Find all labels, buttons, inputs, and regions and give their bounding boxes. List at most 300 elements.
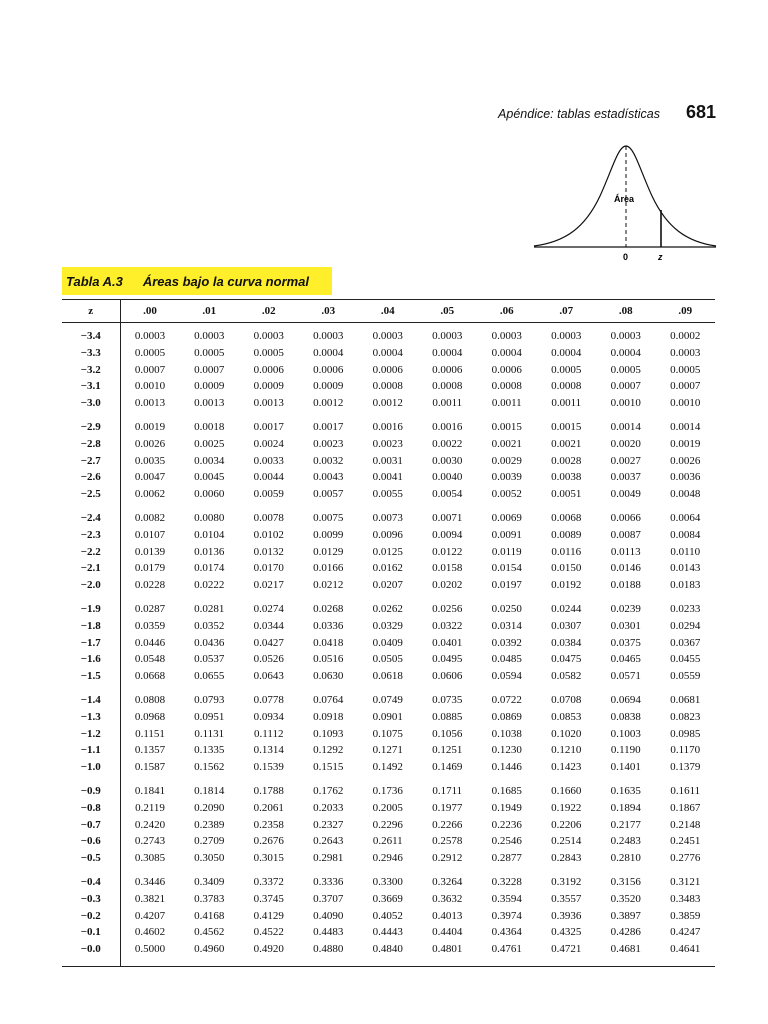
area-cell: 0.0003 xyxy=(253,330,284,342)
area-cell: 0.0008 xyxy=(491,380,522,393)
area-cell: 0.3085 xyxy=(134,852,166,865)
z-value-cell: −1.5 xyxy=(62,668,120,685)
area-cell: 0.0008 xyxy=(372,380,403,393)
area-cell: 0.0207 xyxy=(372,579,403,592)
area-cell: 0.1401 xyxy=(610,761,641,774)
area-cell: 0.1977 xyxy=(432,801,463,814)
area-cell: 0.0007 xyxy=(134,363,166,376)
area-cell: 0.1469 xyxy=(432,761,463,774)
z-value-cell: −2.9 xyxy=(62,412,120,436)
area-cell: 0.0107 xyxy=(134,528,166,541)
area-cell: 0.3050 xyxy=(194,852,225,865)
area-cell: 0.2578 xyxy=(432,835,463,848)
area-cell: 0.0475 xyxy=(551,653,582,666)
area-cell: 0.0013 xyxy=(253,397,284,410)
area-cell: 0.0485 xyxy=(491,653,522,666)
area-cell: 0.0793 xyxy=(194,693,225,706)
area-cell: 0.1075 xyxy=(372,727,403,740)
area-cell: 0.0099 xyxy=(313,528,344,541)
area-cell: 0.0032 xyxy=(313,454,344,467)
z-value-cell: −0.7 xyxy=(62,817,120,834)
area-cell: 0.0004 xyxy=(432,346,463,359)
area-cell: 0.0005 xyxy=(253,346,284,359)
area-cell: 0.0853 xyxy=(551,710,582,723)
area-cell: 0.0146 xyxy=(610,562,641,575)
table-row xyxy=(62,436,715,453)
area-cell: 0.1190 xyxy=(610,744,641,757)
area-cell: 0.0179 xyxy=(134,562,166,575)
z-value-cell: −1.2 xyxy=(62,726,120,743)
area-cell: 0.3015 xyxy=(253,852,284,865)
area-cell: 0.3156 xyxy=(610,875,641,888)
area-cell: 0.0436 xyxy=(194,636,225,649)
area-cell: 0.0217 xyxy=(253,579,284,592)
area-cell: 0.0985 xyxy=(670,727,701,740)
area-cell: 0.3594 xyxy=(491,892,522,905)
table-row xyxy=(62,560,715,577)
z-value-cell: −1.6 xyxy=(62,651,120,668)
area-cell: 0.0764 xyxy=(313,693,344,706)
area-cell: 0.0301 xyxy=(610,619,641,632)
area-cell: 0.0104 xyxy=(194,528,225,541)
area-cell: 0.0606 xyxy=(432,670,463,683)
z-value-cell: −0.9 xyxy=(62,776,120,800)
z-value-cell: −2.2 xyxy=(62,544,120,561)
area-cell: 0.0033 xyxy=(253,454,284,467)
area-cell: 0.3936 xyxy=(551,909,582,922)
area-cell: 0.1379 xyxy=(670,761,701,774)
area-cell: 0.3409 xyxy=(194,875,225,888)
area-cell: 0.0150 xyxy=(551,562,582,575)
area-cell: 0.0004 xyxy=(551,346,582,359)
area-cell: 0.1335 xyxy=(194,744,225,757)
z-value-cell: −3.4 xyxy=(62,323,120,345)
area-cell: 0.2709 xyxy=(194,835,225,848)
area-cell: 0.0668 xyxy=(134,670,166,683)
area-cell: 0.0262 xyxy=(372,602,403,615)
area-cell: 0.0329 xyxy=(372,619,403,632)
area-cell: 0.0006 xyxy=(253,363,284,376)
area-cell: 0.0722 xyxy=(491,693,522,706)
z-value-cell: −2.6 xyxy=(62,469,120,486)
area-cell: 0.1894 xyxy=(610,801,641,814)
area-cell: 0.0537 xyxy=(194,653,225,666)
area-cell: 0.2546 xyxy=(491,835,522,848)
area-cell: 0.0047 xyxy=(134,471,166,484)
column-header: .00 xyxy=(120,300,180,323)
table-row xyxy=(62,544,715,561)
table-row xyxy=(62,618,715,635)
area-cell: 0.0170 xyxy=(253,562,284,575)
z-value-cell: −1.3 xyxy=(62,709,120,726)
area-cell: 0.0594 xyxy=(491,670,522,683)
area-cell: 0.0526 xyxy=(253,653,284,666)
area-cell: 0.1949 xyxy=(491,801,522,814)
table-row xyxy=(62,527,715,544)
area-cell: 0.0143 xyxy=(670,562,701,575)
area-cell: 0.0040 xyxy=(432,471,463,484)
area-cell: 0.0014 xyxy=(610,420,641,433)
running-header-title: Apéndice: tablas estadísticas xyxy=(498,107,660,121)
area-cell: 0.4801 xyxy=(432,943,463,956)
area-cell: 0.1292 xyxy=(313,744,344,757)
table-row xyxy=(62,651,715,668)
area-cell: 0.0548 xyxy=(134,653,166,666)
area-cell: 0.1112 xyxy=(254,727,284,740)
area-cell: 0.2296 xyxy=(372,818,403,831)
area-cell: 0.3745 xyxy=(253,892,284,905)
area-cell: 0.0192 xyxy=(551,579,582,592)
area-cell: 0.0060 xyxy=(194,488,225,501)
area-cell: 0.0082 xyxy=(134,511,166,524)
area-cell: 0.4562 xyxy=(194,926,225,939)
table-row xyxy=(62,378,715,395)
area-cell: 0.0446 xyxy=(134,636,166,649)
area-cell: 0.4960 xyxy=(194,943,225,956)
area-cell: 0.3859 xyxy=(670,909,701,922)
area-cell: 0.0078 xyxy=(253,511,284,524)
area-cell: 0.0681 xyxy=(670,693,701,706)
area-cell: 0.1814 xyxy=(194,784,225,797)
area-cell: 0.4168 xyxy=(194,909,225,922)
area-cell: 0.1131 xyxy=(194,727,225,740)
area-cell: 0.0018 xyxy=(194,420,225,433)
z-value-cell: −1.0 xyxy=(62,759,120,776)
table-row xyxy=(62,817,715,834)
area-cell: 0.0010 xyxy=(134,380,166,393)
area-cell: 0.1170 xyxy=(670,744,701,757)
area-cell: 0.3300 xyxy=(372,875,403,888)
area-cell: 0.2206 xyxy=(551,818,582,831)
area-cell: 0.0004 xyxy=(491,346,522,359)
area-cell: 0.0096 xyxy=(372,528,403,541)
z-value-cell: −2.0 xyxy=(62,577,120,594)
table-row xyxy=(62,668,715,685)
area-cell: 0.0455 xyxy=(670,653,701,666)
area-cell: 0.1562 xyxy=(194,761,225,774)
area-cell: 0.4325 xyxy=(551,926,582,939)
area-cell: 0.0618 xyxy=(372,670,403,683)
area-cell: 0.0516 xyxy=(313,653,344,666)
area-cell: 0.0021 xyxy=(491,437,522,450)
area-cell: 0.0901 xyxy=(372,710,403,723)
z-value-cell: −0.3 xyxy=(62,891,120,908)
area-cell: 0.2877 xyxy=(491,852,522,865)
table-row xyxy=(62,635,715,652)
area-cell: 0.0708 xyxy=(551,693,582,706)
z-value-cell: −2.7 xyxy=(62,453,120,470)
area-label: Área xyxy=(614,194,635,204)
area-cell: 0.0119 xyxy=(491,545,522,558)
area-cell: 0.0041 xyxy=(372,471,403,484)
area-cell: 0.0011 xyxy=(491,397,522,410)
area-cell: 0.0336 xyxy=(313,619,344,632)
table-row xyxy=(62,345,715,362)
area-cell: 0.0013 xyxy=(134,397,166,410)
area-cell: 0.0016 xyxy=(372,420,403,433)
area-cell: 0.0268 xyxy=(313,602,344,615)
area-cell: 0.0023 xyxy=(313,437,344,450)
area-cell: 0.0375 xyxy=(610,636,641,649)
area-cell: 0.0064 xyxy=(670,511,701,524)
area-cell: 0.0314 xyxy=(491,619,522,632)
page-number: 681 xyxy=(685,102,716,122)
area-cell: 0.4641 xyxy=(670,943,701,956)
table-row xyxy=(62,759,715,776)
area-cell: 0.0102 xyxy=(253,528,284,541)
area-cell: 0.1660 xyxy=(551,784,582,797)
area-cell: 0.2946 xyxy=(372,852,403,865)
area-cell: 0.0409 xyxy=(372,636,403,649)
area-cell: 0.0017 xyxy=(313,420,344,433)
area-cell: 0.2420 xyxy=(134,818,166,831)
area-cell: 0.0014 xyxy=(670,420,701,433)
area-cell: 0.0015 xyxy=(491,420,522,433)
area-cell: 0.2776 xyxy=(670,852,701,865)
table-row xyxy=(62,742,715,759)
area-cell: 0.1711 xyxy=(432,784,463,797)
area-cell: 0.0026 xyxy=(670,454,701,467)
z-value-cell: −1.1 xyxy=(62,742,120,759)
area-cell: 0.0009 xyxy=(194,380,225,393)
area-cell: 0.0005 xyxy=(610,363,641,376)
area-cell: 0.4761 xyxy=(491,943,522,956)
z-value-cell: −0.6 xyxy=(62,833,120,850)
z-value-cell: −2.1 xyxy=(62,560,120,577)
area-cell: 0.0073 xyxy=(372,511,403,524)
z-label: z xyxy=(658,252,663,262)
area-cell: 0.3632 xyxy=(432,892,463,905)
area-cell: 0.0122 xyxy=(432,545,463,558)
area-cell: 0.0020 xyxy=(610,437,641,450)
table-row xyxy=(62,469,715,486)
area-cell: 0.2236 xyxy=(491,818,522,831)
area-cell: 0.0006 xyxy=(491,363,522,376)
area-cell: 0.0918 xyxy=(313,710,344,723)
area-cell: 0.0281 xyxy=(194,602,225,615)
area-cell: 0.1038 xyxy=(491,727,522,740)
area-cell: 0.0013 xyxy=(194,397,225,410)
area-cell: 0.0162 xyxy=(372,562,403,575)
area-cell: 0.1230 xyxy=(491,744,522,757)
area-cell: 0.0154 xyxy=(491,562,522,575)
area-cell: 0.0017 xyxy=(253,420,284,433)
area-cell: 0.0089 xyxy=(551,528,582,541)
area-cell: 0.0003 xyxy=(313,330,344,342)
area-cell: 0.0367 xyxy=(670,636,701,649)
area-cell: 0.2005 xyxy=(372,801,403,814)
area-cell: 0.2981 xyxy=(313,852,344,865)
area-cell: 0.0087 xyxy=(610,528,641,541)
table-row xyxy=(62,486,715,503)
area-cell: 0.0003 xyxy=(610,330,641,342)
area-cell: 0.3897 xyxy=(610,909,641,922)
area-cell: 0.4129 xyxy=(253,909,284,922)
z-value-cell: −0.4 xyxy=(62,867,120,891)
table-row xyxy=(62,867,715,891)
area-cell: 0.4364 xyxy=(491,926,522,939)
area-cell: 0.4483 xyxy=(313,926,344,939)
table-row xyxy=(62,800,715,817)
area-cell: 0.0044 xyxy=(253,471,284,484)
table-row xyxy=(62,891,715,908)
area-cell: 0.1093 xyxy=(313,727,344,740)
table-row xyxy=(62,709,715,726)
area-cell: 0.3783 xyxy=(194,892,225,905)
table-row xyxy=(62,776,715,800)
area-cell: 0.0002 xyxy=(670,330,701,342)
area-cell: 0.0015 xyxy=(551,420,582,433)
area-cell: 0.1314 xyxy=(253,744,284,757)
area-cell: 0.0028 xyxy=(551,454,582,467)
area-cell: 0.4443 xyxy=(372,926,403,939)
area-cell: 0.0038 xyxy=(551,471,582,484)
z-value-cell: −0.2 xyxy=(62,908,120,925)
area-cell: 0.0036 xyxy=(670,471,701,484)
column-header: .01 xyxy=(180,300,240,323)
z-value-cell: −0.0 xyxy=(62,941,120,966)
area-cell: 0.4247 xyxy=(670,926,701,939)
area-cell: 0.0465 xyxy=(610,653,641,666)
area-cell: 0.0003 xyxy=(194,330,225,342)
area-cell: 0.0048 xyxy=(670,488,701,501)
area-cell: 0.2327 xyxy=(313,818,344,831)
area-cell: 0.0004 xyxy=(610,346,641,359)
area-cell: 0.0655 xyxy=(194,670,225,683)
table-row xyxy=(62,685,715,709)
column-header: .06 xyxy=(477,300,537,323)
column-header-z: z xyxy=(62,300,120,323)
area-cell: 0.0392 xyxy=(491,636,522,649)
area-cell: 0.0322 xyxy=(432,619,463,632)
area-cell: 0.3121 xyxy=(670,875,701,888)
area-cell: 0.0008 xyxy=(432,380,463,393)
area-cell: 0.0307 xyxy=(551,619,582,632)
area-cell: 0.3192 xyxy=(551,875,582,888)
table-title: Áreas bajo la curva normal xyxy=(142,273,310,289)
area-cell: 0.0005 xyxy=(134,346,166,359)
z-value-cell: −2.4 xyxy=(62,503,120,527)
table-header-row xyxy=(62,300,715,323)
area-cell: 0.0869 xyxy=(491,710,522,723)
area-cell: 0.2358 xyxy=(253,818,284,831)
area-cell: 0.3707 xyxy=(313,892,344,905)
area-cell: 0.0049 xyxy=(610,488,641,501)
area-cell: 0.0052 xyxy=(491,488,522,501)
area-cell: 0.1841 xyxy=(134,784,166,797)
area-cell: 0.4013 xyxy=(432,909,463,922)
area-cell: 0.0384 xyxy=(551,636,582,649)
area-cell: 0.1736 xyxy=(372,784,403,797)
area-cell: 0.0212 xyxy=(313,579,344,592)
area-cell: 0.2810 xyxy=(610,852,641,865)
area-cell: 0.4207 xyxy=(134,909,166,922)
column-header: .02 xyxy=(239,300,299,323)
area-cell: 0.4880 xyxy=(313,943,344,956)
area-cell: 0.3520 xyxy=(610,892,641,905)
z-value-cell: −0.8 xyxy=(62,800,120,817)
column-header: .03 xyxy=(299,300,359,323)
area-cell: 0.0057 xyxy=(313,488,344,501)
area-cell: 0.0256 xyxy=(432,602,463,615)
area-cell: 0.4920 xyxy=(253,943,284,956)
area-cell: 0.0735 xyxy=(432,693,463,706)
z-table-container xyxy=(62,299,715,967)
area-cell: 0.0011 xyxy=(551,397,582,410)
area-cell: 0.0630 xyxy=(313,670,344,683)
table-row xyxy=(62,850,715,867)
area-cell: 0.0643 xyxy=(253,670,284,683)
table-body xyxy=(62,323,715,967)
area-cell: 0.0066 xyxy=(610,511,641,524)
area-cell: 0.1587 xyxy=(134,761,166,774)
z-value-cell: −3.2 xyxy=(62,362,120,379)
area-cell: 0.0012 xyxy=(372,397,403,410)
z-value-cell: −2.5 xyxy=(62,486,120,503)
area-cell: 0.0934 xyxy=(253,710,284,723)
area-cell: 0.0951 xyxy=(194,710,225,723)
area-cell: 0.0401 xyxy=(432,636,463,649)
area-cell: 0.0287 xyxy=(134,602,166,615)
area-cell: 0.0035 xyxy=(134,454,166,467)
area-cell: 0.3264 xyxy=(432,875,463,888)
area-cell: 0.1611 xyxy=(670,784,701,797)
table-row xyxy=(62,726,715,743)
z-value-cell: −1.7 xyxy=(62,635,120,652)
area-cell: 0.0006 xyxy=(432,363,463,376)
area-cell: 0.0116 xyxy=(551,545,582,558)
area-cell: 0.1685 xyxy=(491,784,522,797)
area-cell: 0.0030 xyxy=(432,454,463,467)
area-cell: 0.0003 xyxy=(432,330,463,342)
area-cell: 0.0132 xyxy=(253,545,284,558)
area-cell: 0.0352 xyxy=(194,619,225,632)
z-table xyxy=(62,299,715,967)
area-cell: 0.0749 xyxy=(372,693,403,706)
area-cell: 0.2643 xyxy=(313,835,344,848)
area-cell: 0.0009 xyxy=(313,380,344,393)
area-cell: 0.4721 xyxy=(551,943,582,956)
area-cell: 0.2061 xyxy=(253,801,284,814)
normal-curve-figure xyxy=(530,136,720,266)
area-cell: 0.0244 xyxy=(551,602,582,615)
area-cell: 0.0026 xyxy=(134,437,166,450)
area-cell: 0.0113 xyxy=(610,545,641,558)
column-header: .04 xyxy=(358,300,418,323)
area-cell: 0.0110 xyxy=(670,545,701,558)
area-cell: 0.0158 xyxy=(432,562,463,575)
area-cell: 0.0274 xyxy=(253,602,284,615)
area-cell: 0.0885 xyxy=(432,710,463,723)
area-cell: 0.0694 xyxy=(610,693,641,706)
area-cell: 0.0006 xyxy=(313,363,344,376)
area-cell: 0.0136 xyxy=(194,545,225,558)
area-cell: 0.1867 xyxy=(670,801,701,814)
zero-label: 0 xyxy=(623,252,629,262)
area-cell: 0.0003 xyxy=(551,330,582,342)
area-cell: 0.0294 xyxy=(670,619,701,632)
area-cell: 0.0197 xyxy=(491,579,522,592)
table-row xyxy=(62,362,715,379)
area-cell: 0.0010 xyxy=(670,397,701,410)
area-cell: 0.3228 xyxy=(491,875,522,888)
column-header: .08 xyxy=(596,300,656,323)
area-cell: 0.0059 xyxy=(253,488,284,501)
area-cell: 0.0239 xyxy=(610,602,641,615)
area-cell: 0.0003 xyxy=(670,346,701,359)
area-cell: 0.0022 xyxy=(432,437,463,450)
area-cell: 0.1446 xyxy=(491,761,522,774)
